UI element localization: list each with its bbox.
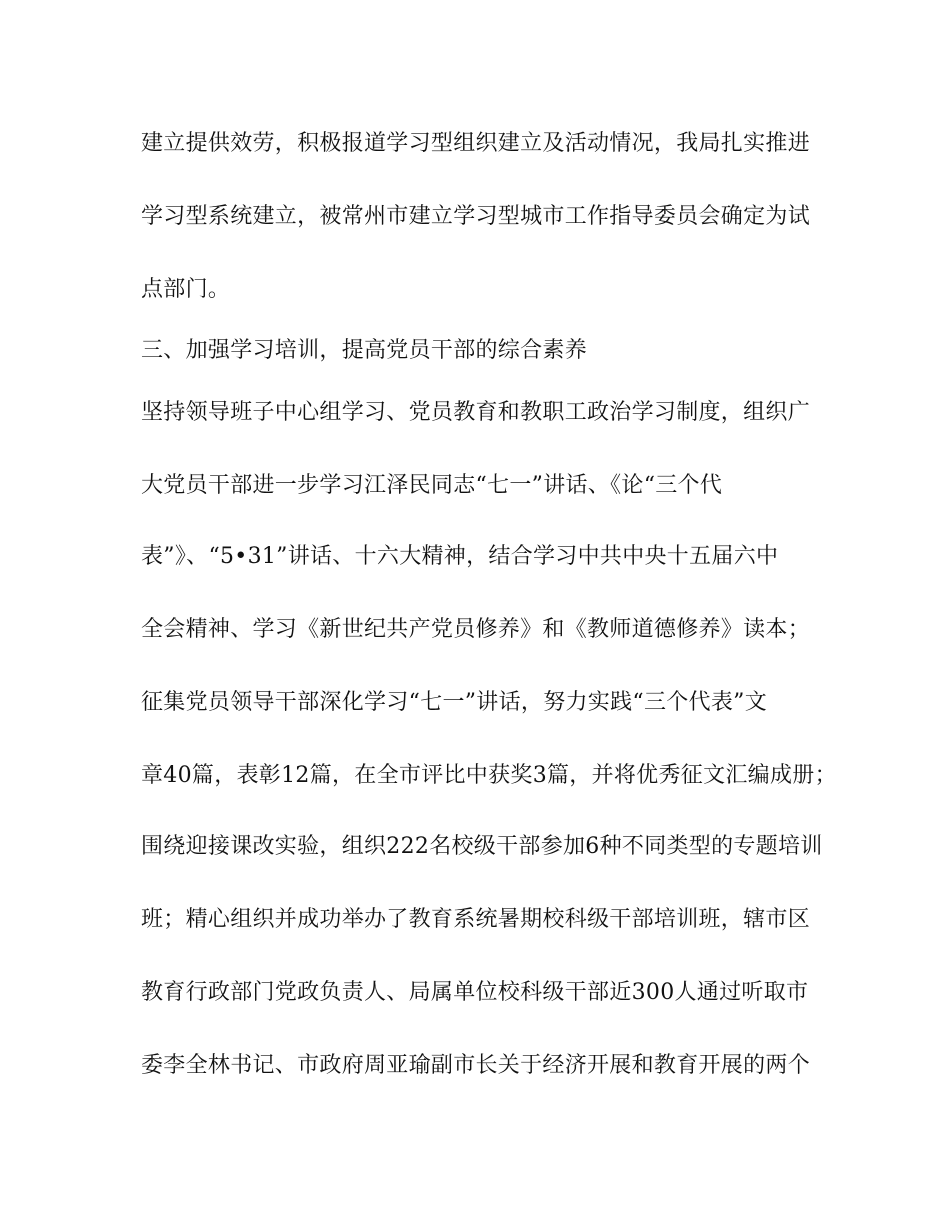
paragraph-line: 建立提供效劳，积极报道学习型组织建立及活动情况，我局扎实推进 xyxy=(141,131,811,156)
paragraph-line: 学习型系统建立，被常州市建立学习型城市工作指导委员会确定为试 xyxy=(141,204,811,229)
paragraph-line: 大党员干部进一步学习江泽民同志“七一”讲话、《论“三个代 xyxy=(141,473,723,498)
paragraph-line: 教育行政部门党政负责人、局属单位校科级干部近300人通过听取市 xyxy=(141,980,809,1005)
section-heading: 三、加强学习培训，提高党员干部的综合素养 xyxy=(141,338,588,363)
paragraph-line: 委李全林书记、市政府周亚瑜副市长关于经济开展和教育开展的两个 xyxy=(141,1053,811,1078)
paragraph-line: 围绕迎接课改实验，组织222名校级干部参加6种不同类型的专题培训 xyxy=(141,834,823,859)
paragraph-line: 章40篇，表彰12篇，在全市评比中获奖3篇，并将优秀征文汇编成册； xyxy=(141,763,837,788)
paragraph-line: 征集党员领导干部深化学习“七一”讲话，努力实践“三个代表”文 xyxy=(141,690,767,715)
paragraph-line: 点部门。 xyxy=(141,277,231,302)
paragraph-line: 班；精心组织并成功举办了教育系统暑期校科级干部培训班，辖市区 xyxy=(141,907,811,932)
paragraph-line: 表”》、“5•31”讲话、十六大精神，结合学习中共中央十五届六中 xyxy=(141,544,779,569)
paragraph-line: 全会精神、学习《新世纪共产党员修养》和《教师道德修养》读本； xyxy=(141,617,811,642)
paragraph-line: 坚持领导班子中心组学习、党员教育和教职工政治学习制度，组织广 xyxy=(141,400,811,425)
